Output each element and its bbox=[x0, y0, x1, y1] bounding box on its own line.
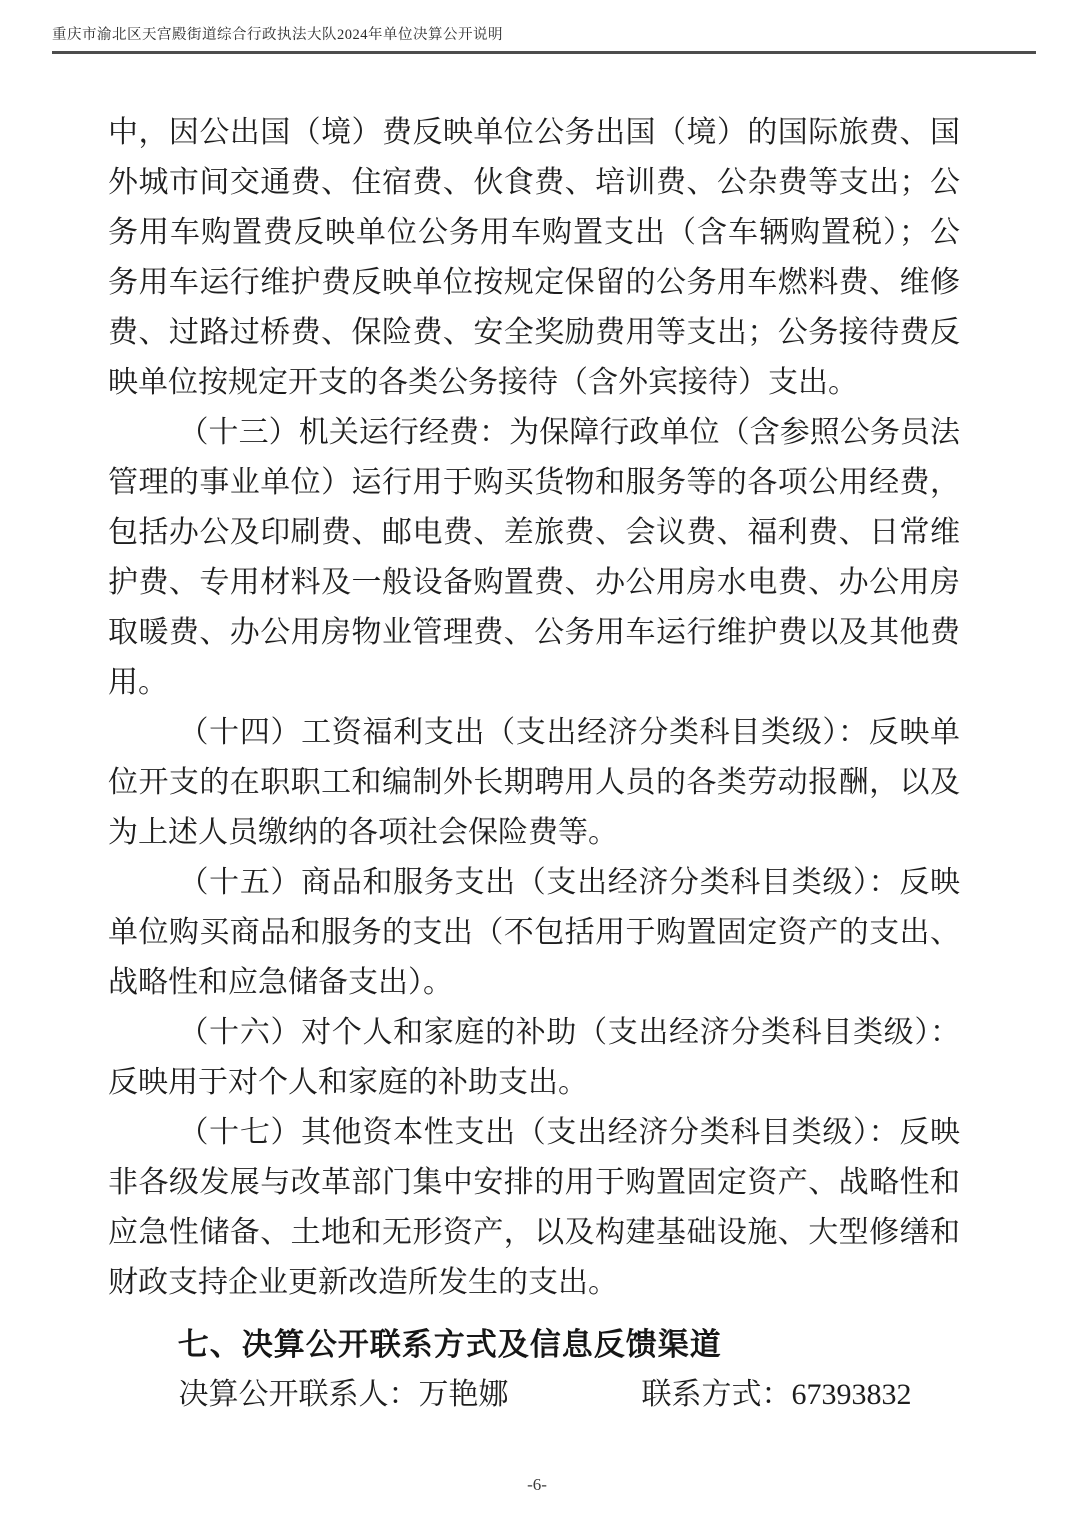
page-footer bbox=[0, 1474, 1074, 1496]
document-body bbox=[108, 108, 960, 1420]
body-paragraph: （十七）其他资本性支出（支出经济分类科目类级）：反映非各级发展与改革部门集中安排的用于购置固定资产、战略性和应急性储备、土地和无形资产，以及构建基础设施、大型修缮和财政支持企业更新改造所发生的支出。 bbox=[108, 1116, 960, 1299]
body-paragraph: （十三）机关运行经费：为保障行政单位（含参照公务员法管理的事业单位）运行用于购买货物和服务等的各项公用经费，包括办公及印刷费、邮电费、差旅费、会议费、福利费、日常维护费、专用材料及一般设备购置费、办公用房水电费、办公用房取暖费、办公用房物业管理费、公务用车运行维护费以及其他费用。 bbox=[108, 416, 960, 699]
header-title: 重庆市渝北区天宫殿街道综合行政执法大队2024年单位决算公开说明 bbox=[52, 27, 503, 43]
body-paragraph: （十六）对个人和家庭的补助（支出经济分类科目类级）：反映用于对个人和家庭的补助支出。 bbox=[108, 1016, 960, 1099]
body-paragraph: 中，因公出国（境）费反映单位公务出国（境）的国际旅费、国外城市间交通费、住宿费、伙食费、培训费、公杂费等支出；公务用车购置费反映单位公务用车购置支出（含车辆购置税）；公务用车运行维护费反映单位按规定保留的公务用车燃料费、维修费、过路过桥费、保险费、安全奖励费用等支出；公务接待费反映单位按规定开支的各类公务接待（含外宾接待）支出。 bbox=[108, 116, 960, 399]
page-header bbox=[52, 26, 1036, 54]
contact-method: 联系方式：67393832 bbox=[641, 1378, 912, 1411]
contact-person: 决算公开联系人：万艳娜 bbox=[178, 1378, 509, 1411]
section-heading: 七、决算公开联系方式及信息反馈渠道 bbox=[177, 1327, 722, 1362]
contact-line bbox=[108, 1370, 960, 1420]
body-paragraph: （十四）工资福利支出（支出经济分类科目类级）：反映单位开支的在职职工和编制外长期聘用人员的各类劳动报酬，以及为上述人员缴纳的各项社会保险费等。 bbox=[108, 716, 960, 849]
body-paragraph: （十五）商品和服务支出（支出经济分类科目类级）：反映单位购买商品和服务的支出（不包括用于购置固定资产的支出、战略性和应急储备支出）。 bbox=[108, 866, 960, 999]
page-number: -6- bbox=[527, 1475, 547, 1494]
